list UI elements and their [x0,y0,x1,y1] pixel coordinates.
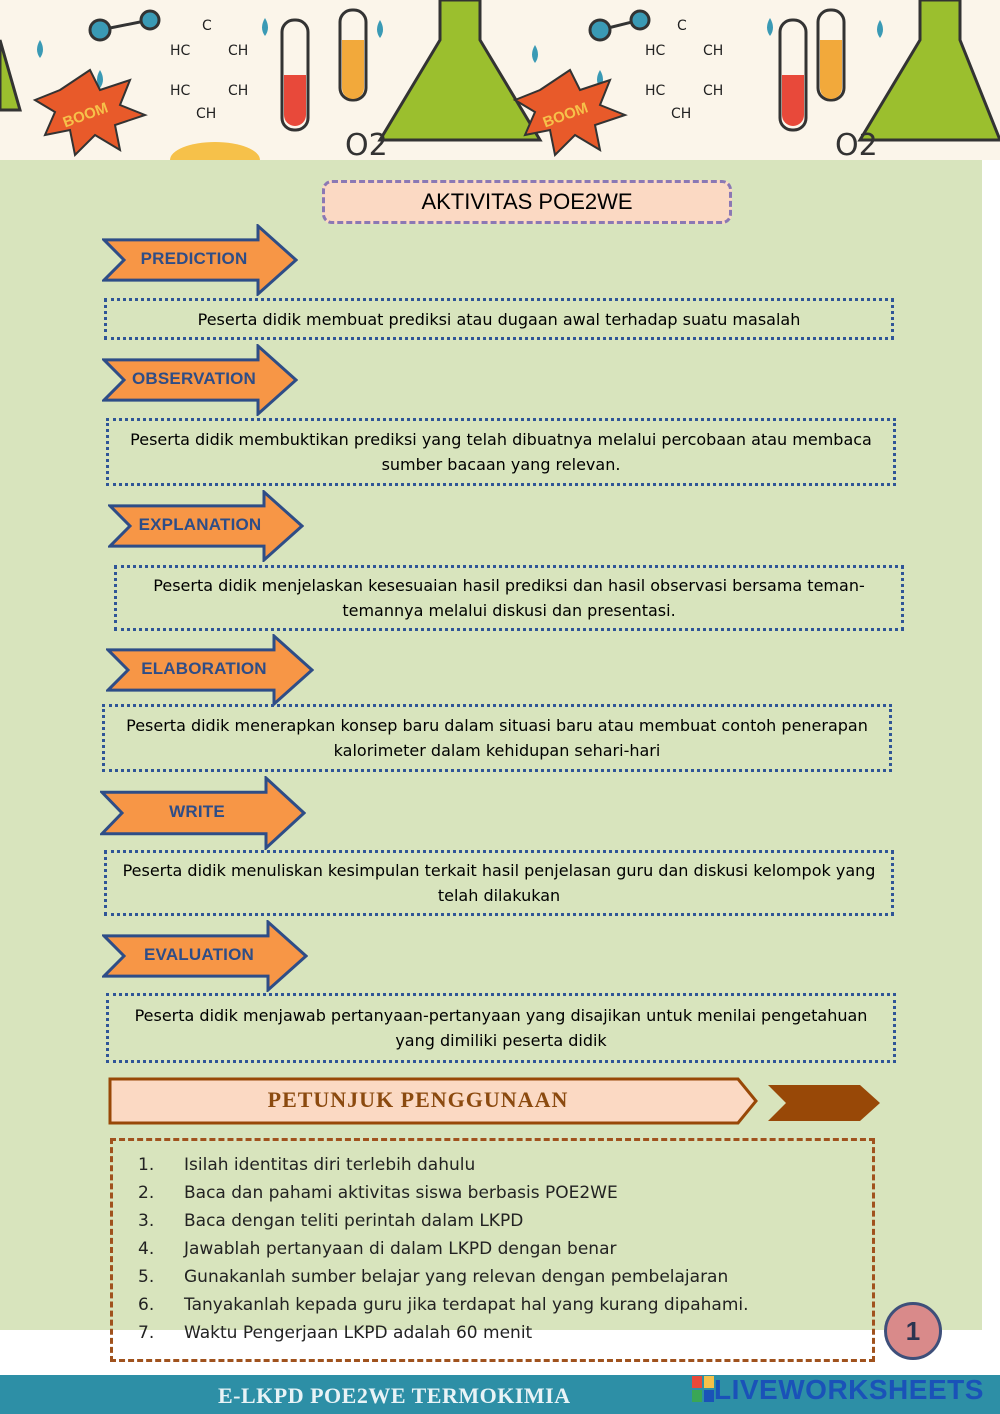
svg-text:C: C [677,18,687,34]
list-item-text: Baca dengan teliti perintah dalam LKPD [184,1211,524,1231]
svg-text:CH: CH [228,83,249,99]
step-description-elaboration: Peserta didik menerapkan konsep baru dalam situasi baru atau membuat contoh penerapan kalorimeter dalam kehidupan sehari-hari [102,704,892,772]
list-item-text: Baca dan pahami aktivitas siswa berbasis POE2WE [184,1183,618,1203]
list-item-number: 3. [138,1211,155,1231]
list-item-text: Tanyakanlah kepada guru jika terdapat hal yang kurang dipahami. [184,1295,749,1315]
list-item [138,1239,616,1259]
page-title: AKTIVITAS POE2WE [322,180,732,224]
step-description-evaluation: Peserta didik menjawab pertanyaan-pertanyaan yang disajikan untuk menilai pengetahuan yang dimiliki peserta didik [106,993,896,1063]
list-item [138,1295,749,1315]
page-number: 1 [884,1302,942,1360]
step-description-explanation: Peserta didik menjelaskan kesesuaian hasil prediksi dan hasil observasi bersama teman-temannya melalui diskusi dan presentasi. [114,565,904,631]
step-description-write: Peserta didik menuliskan kesimpulan terkait hasil penjelasan guru dan diskusi kelompok yang telah dilakukan [104,850,894,916]
svg-text:HC: HC [170,83,191,99]
o2-text: O2 [345,128,388,160]
svg-text:HC: HC [645,43,666,59]
list-item-number: 7. [138,1323,155,1343]
list-item-text: Waktu Pengerjaan LKPD adalah 60 menit [184,1323,533,1343]
chemistry-banner [0,0,1000,160]
list-item [138,1211,523,1231]
list-item-text: Gunakanlah sumber belajar yang relevan dengan pembelajaran [184,1267,729,1287]
boom-text: BOOM [60,99,111,132]
petunjuk-title: PETUNJUK PENGGUNAAN [267,1087,569,1112]
svg-text:CH: CH [196,106,217,122]
step-description-observation: Peserta didik membuktikan prediksi yang telah dibuatnya melalui percobaan atau membaca sumber bacaan yang relevan. [106,418,896,486]
list-item-text: Isilah identitas diri terlebih dahulu [184,1155,476,1175]
svg-text:CH: CH [703,43,724,59]
svg-text:C: C [202,18,212,34]
list-item [138,1183,618,1203]
step-label-prediction: PREDICTION [140,249,248,268]
chemistry-illustration [0,0,1000,160]
footer-title: E-LKPD POE2WE TERMOKIMIA [218,1383,571,1408]
step-label-elaboration: ELABORATION [141,659,267,678]
step-label-write: WRITE [169,802,225,821]
svg-text:BOOM: BOOM [540,99,591,132]
step-description-prediction: Peserta didik membuat prediksi atau dugaan awal terhadap suatu masalah [104,298,894,340]
list-item-number: 1. [138,1155,155,1175]
step-label-evaluation: EVALUATION [144,945,254,964]
list-item [138,1267,728,1287]
list-item-number: 2. [138,1183,155,1203]
list-item-number: 6. [138,1295,155,1315]
svg-text:O2: O2 [835,128,878,160]
liveworksheets-icon [692,1376,714,1404]
liveworksheets-logo[interactable] [692,1374,984,1406]
list-item [138,1155,475,1175]
list-item-number: 5. [138,1267,155,1287]
svg-text:CH: CH [228,43,249,59]
svg-text:HC: HC [645,83,666,99]
svg-text:CH: CH [703,83,724,99]
step-label-explanation: EXPLANATION [138,515,262,534]
step-label-observation: OBSERVATION [131,369,257,388]
list-item-text: Jawablah pertanyaan di dalam LKPD dengan benar [184,1239,617,1259]
list-item-number: 4. [138,1239,155,1259]
list-item [138,1323,532,1343]
svg-text:CH: CH [671,106,692,122]
molecule-label: HC [170,43,191,59]
liveworksheets-text: LIVEWORKSHEETS [714,1374,984,1405]
